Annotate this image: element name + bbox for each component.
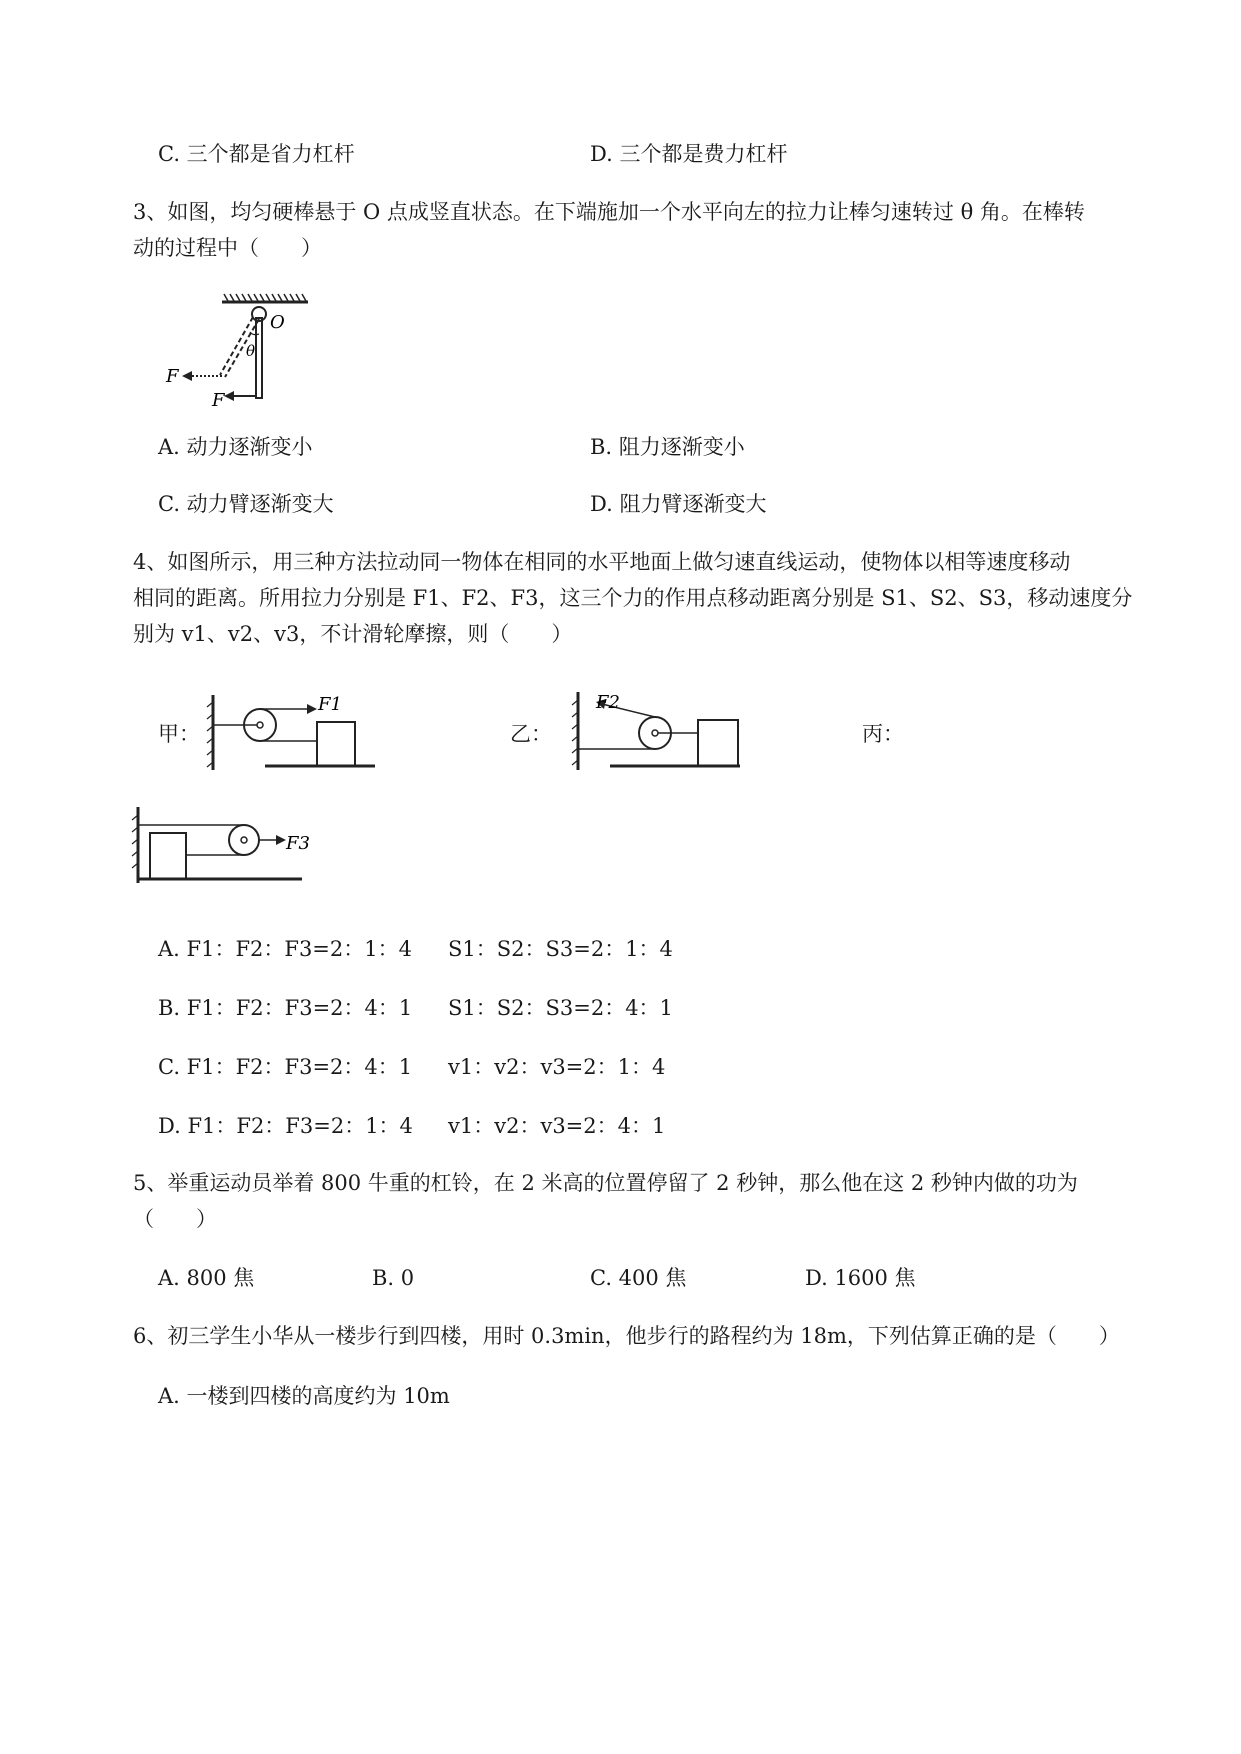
label-bing: 丙： bbox=[862, 722, 904, 746]
option-a: A. 800 焦 bbox=[158, 1266, 255, 1290]
option-b: B. 0 bbox=[372, 1266, 415, 1290]
pulley-figure-bing bbox=[130, 805, 320, 890]
option-b: B. 阻力逐渐变小 bbox=[590, 435, 745, 459]
option-c: C. 400 焦 bbox=[590, 1266, 687, 1290]
label-f2: F2 bbox=[596, 692, 620, 713]
label-theta: θ bbox=[246, 342, 256, 360]
option-d: D. 三个都是费力杠杆 bbox=[590, 142, 788, 166]
question-3-text-line2: 动的过程中（ ） bbox=[133, 236, 322, 260]
pulley-figure-jia bbox=[205, 690, 385, 780]
option-a-right: S1：S2：S3=2：1：4 bbox=[448, 937, 673, 961]
pulley-figure-yi bbox=[570, 690, 750, 780]
label-yi: 乙： bbox=[510, 722, 552, 746]
label-jia: 甲： bbox=[158, 722, 200, 746]
option-a: A. 动力逐渐变小 bbox=[158, 435, 313, 459]
option-c-right: v1：v2：v3=2：1：4 bbox=[448, 1055, 666, 1079]
option-b-left: B. F1：F2：F3=2：4：1 bbox=[158, 996, 413, 1020]
question-5-text-line1: 5、举重运动员举着 800 牛重的杠铃，在 2 米高的位置停留了 2 秒钟，那么他在这 2 秒钟内做的功为 bbox=[133, 1171, 1078, 1195]
rod-lever-figure bbox=[160, 290, 330, 415]
option-b-right: S1：S2：S3=2：4：1 bbox=[448, 996, 673, 1020]
option-d-left: D. F1：F2：F3=2：1：4 bbox=[158, 1114, 413, 1138]
question-5-text-line2: （ ） bbox=[133, 1207, 217, 1231]
question-6-text: 6、初三学生小华从一楼步行到四楼，用时 0.3min，他步行的路程约为 18m，下列估算正确的是（ ） bbox=[133, 1324, 1120, 1348]
label-f3: F3 bbox=[286, 833, 310, 854]
option-c-left: C. F1：F2：F3=2：4：1 bbox=[158, 1055, 413, 1079]
question-4-text-line1: 4、如图所示，用三种方法拉动同一物体在相同的水平地面上做匀速直线运动，使物体以相等速度移动 bbox=[133, 550, 1071, 574]
label-o: O bbox=[270, 312, 285, 333]
question-3-text-line1: 3、如图，均匀硬棒悬于 O 点成竖直状态。在下端施加一个水平向左的拉力让棒匀速转过 θ 角。在棒转 bbox=[133, 200, 1085, 224]
option-c: C. 动力臂逐渐变大 bbox=[158, 492, 334, 516]
option-d: D. 阻力臂逐渐变大 bbox=[590, 492, 767, 516]
label-force-solid: F bbox=[212, 390, 225, 411]
label-f1: F1 bbox=[318, 694, 342, 715]
option-a: A. 一楼到四楼的高度约为 10m bbox=[158, 1384, 450, 1408]
option-d: D. 1600 焦 bbox=[805, 1266, 916, 1290]
option-d-right: v1：v2：v3=2：4：1 bbox=[448, 1114, 666, 1138]
option-c: C. 三个都是省力杠杆 bbox=[158, 142, 355, 166]
question-4-text-line3: 别为 v1、v2、v3，不计滑轮摩擦，则（ ） bbox=[133, 622, 573, 646]
question-4-text-line2: 相同的距离。所用拉力分别是 F1、F2、F3，这三个力的作用点移动距离分别是 S1、S2、S3，移动速度分 bbox=[133, 586, 1133, 610]
option-a-left: A. F1：F2：F3=2：1：4 bbox=[158, 937, 412, 961]
label-force-dotted: F bbox=[166, 366, 179, 387]
